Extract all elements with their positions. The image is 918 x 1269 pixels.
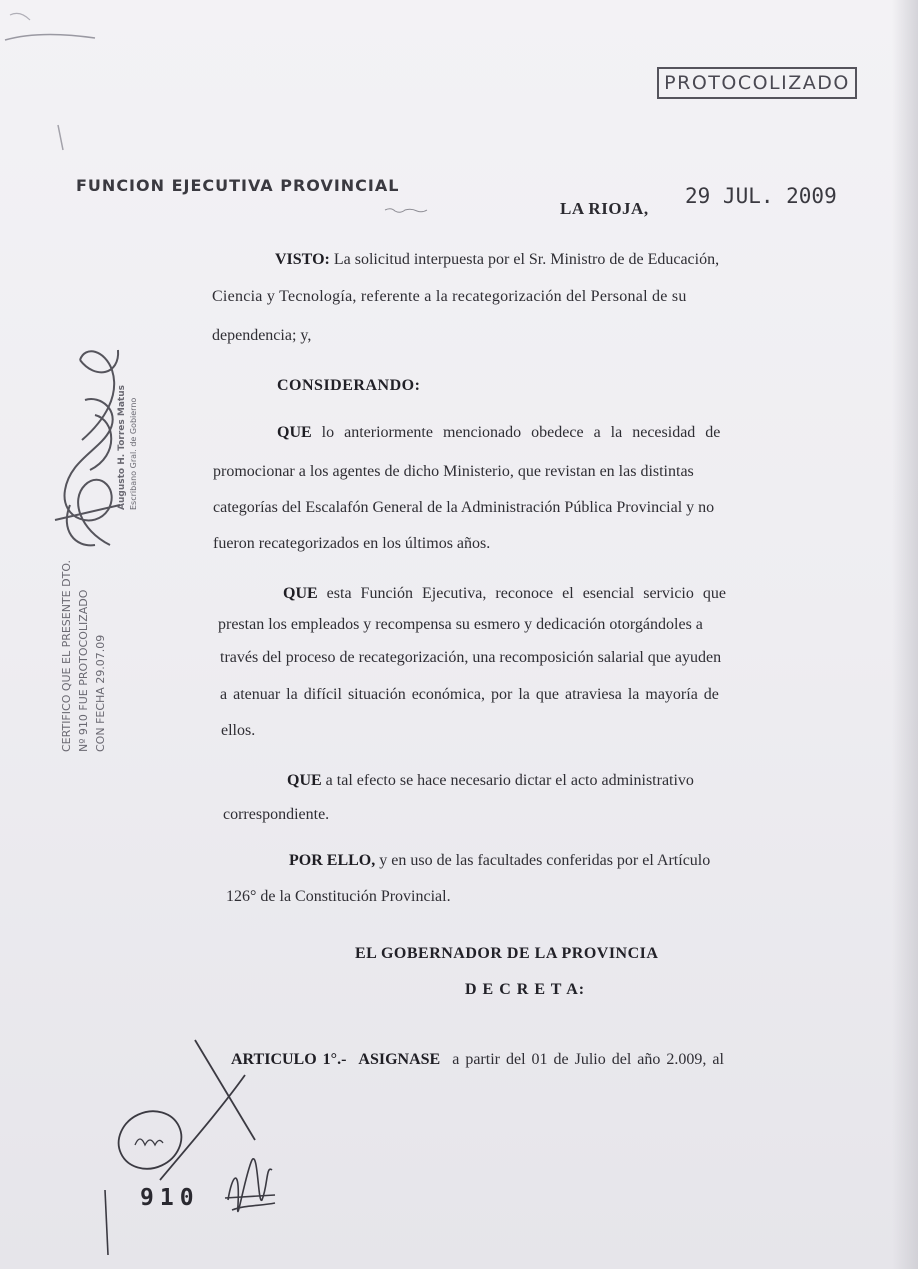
que3-label: QUE <box>287 772 322 789</box>
que2-label: QUE <box>283 585 318 602</box>
protocolizado-stamp: PROTOCOLIZADO <box>657 67 857 99</box>
diagonal-line-2 <box>160 1075 245 1180</box>
por-ello-text-1: y en uso de las facultades conferidas por el Artículo <box>379 852 711 869</box>
pen-tick <box>58 125 63 150</box>
que2-text-1: esta Función Ejecutiva, reconoce el esencial servicio que <box>326 585 726 602</box>
considerando-heading: CONSIDERANDO: <box>277 377 421 394</box>
document-number: 910 <box>140 1185 200 1211</box>
signature-scribble <box>55 350 120 545</box>
gobernador-heading: EL GOBERNADOR DE LA PROVINCIA <box>355 945 659 962</box>
signer-name: Augusto H. Torres Matus <box>117 385 127 510</box>
por-ello-label: POR ELLO, <box>289 852 376 869</box>
place-label: LA RIOJA, <box>560 199 649 218</box>
articulo-1-verb: ASIGNASE <box>358 1051 441 1068</box>
que1-line-4: fueron recategorizados en los últimos años. <box>213 535 491 552</box>
articulo-1-text: a partir del 01 de Julio del año 2.009, al <box>452 1051 724 1068</box>
articulo-1-label: ARTICULO 1°.- <box>231 1051 347 1068</box>
visto-line-2: Ciencia y Tecnología, referente a la recategorización del Personal de su <box>212 288 687 305</box>
cert-line-1: CERTIFICO QUE EL PRESENTE DTO. <box>60 559 73 752</box>
initials-inside-circle <box>135 1139 163 1145</box>
por-ello-line-2: 126° de la Constitución Provincial. <box>226 888 451 905</box>
visto-line-3: dependencia; y, <box>212 327 312 344</box>
que2-line-2: prestan los empleados y recompensa su esmero y dedicación otorgándoles a <box>218 616 703 633</box>
que3-line-2: correspondiente. <box>223 806 330 823</box>
issuing-entity: FUNCION EJECUTIVA PROVINCIAL <box>76 176 400 195</box>
vertical-stroke <box>105 1190 108 1255</box>
visto-text-1: La solicitud interpuesta por el Sr. Ministro de de Educación, <box>333 251 720 268</box>
cert-line-2: Nº 910 FUE PROTOCOLIZADO <box>77 589 90 752</box>
que1-text-1: lo anteriormente mencionado obedece a la necesidad de <box>321 424 721 441</box>
que1-line-2: promocionar a los agentes de dicho Ministerio, que revistan en las distintas <box>213 463 694 480</box>
que1-line-3: categorías del Escalafón General de la Administración Pública Provincial y no <box>213 499 715 516</box>
small-initials <box>385 209 427 213</box>
que2-line-5: ellos. <box>221 722 256 739</box>
date-stamp: 29 JUL. 2009 <box>685 184 837 208</box>
decreta-heading: D E C R E T A: <box>465 981 586 998</box>
number-scribble <box>225 1159 275 1212</box>
que3-text-1: a tal efecto se hace necesario dictar el acto administrativo <box>325 772 694 789</box>
que1-label: QUE <box>277 424 312 441</box>
cert-line-3: CON FECHA 29.07.09 <box>94 634 107 752</box>
que2-line-3: través del proceso de recategorización, una recomposición salarial que ayuden <box>220 649 722 666</box>
que2-line-4: a atenuar la difícil situación económica, por la que atraviesa la mayoría de <box>220 686 719 703</box>
diagonal-line-1 <box>195 1040 255 1140</box>
signer-title: Escribano Gral. de Gobierno <box>129 397 138 510</box>
pen-mark-top <box>5 34 95 40</box>
visto-label: VISTO: <box>275 251 330 268</box>
pen-mark-corner <box>10 13 30 20</box>
